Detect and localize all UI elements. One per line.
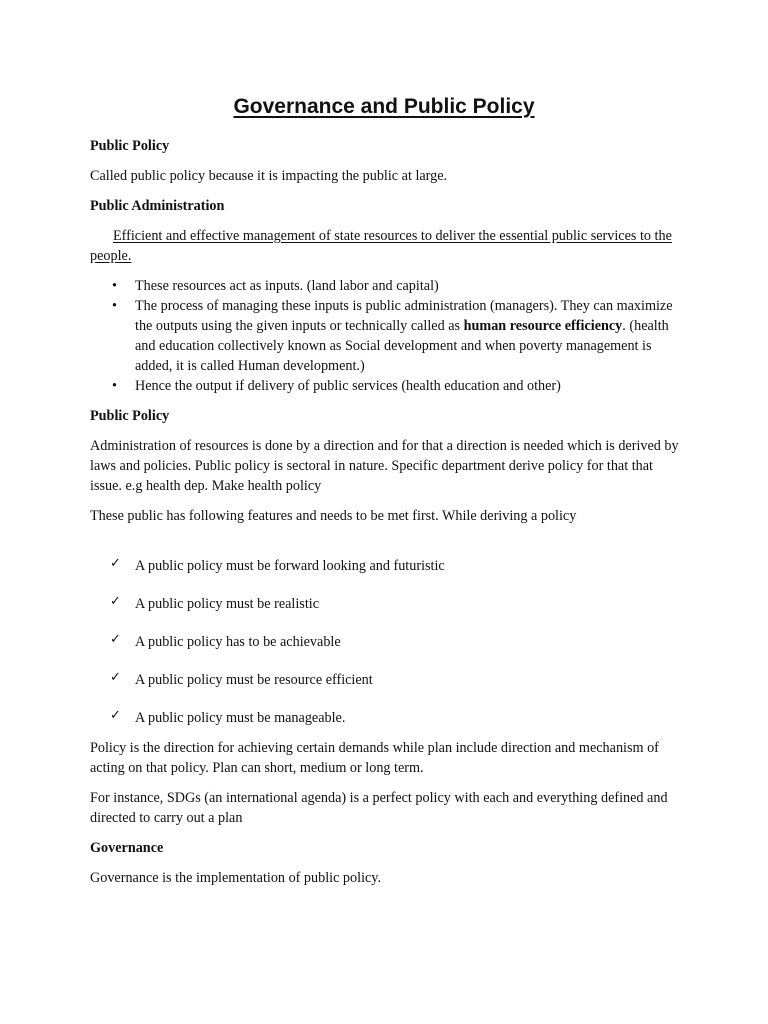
check-mark-icon: ✓ xyxy=(110,670,121,685)
list-item xyxy=(90,376,685,396)
paragraph-features-intro: These public has following features and needs to be met first. While deriving a policy xyxy=(90,508,577,524)
check-mark-icon: ✓ xyxy=(110,594,121,609)
paragraph-governance-definition: Governance is the implementation of public policy. xyxy=(90,870,382,886)
bullet-dot-icon: • xyxy=(112,298,117,314)
section-heading-public-policy: Public Policy xyxy=(90,138,170,154)
check-mark-icon: ✓ xyxy=(110,708,121,723)
public-administration-bullet-list xyxy=(90,276,685,396)
check-mark-icon: ✓ xyxy=(110,632,121,647)
public-administration-definition: Efficient and effective management of state resources to deliver the essential public services to the people. xyxy=(90,228,672,264)
checklist-item-text: A public policy must be resource efficient xyxy=(135,672,373,688)
bullet-dot-icon: • xyxy=(112,378,117,394)
paragraph-sdgs-example: For instance, SDGs (an international agenda) is a perfect policy with each and everything defined and directed to carry out a plan xyxy=(90,790,668,826)
section-heading-public-policy-2: Public Policy xyxy=(90,408,170,424)
checklist-item xyxy=(90,632,685,652)
policy-features-checklist xyxy=(90,556,685,728)
document-title: Governance and Public Policy xyxy=(233,95,535,118)
document-body xyxy=(90,136,685,888)
list-item-text-start: The process of managing these inputs is public administration (managers). They can maximize the outputs using the given inputs or technically called as xyxy=(135,298,673,334)
section-heading-governance: Governance xyxy=(90,840,164,856)
paragraph-policy-vs-plan: Policy is the direction for achieving certain demands while plan include direction and mechanism of acting on that policy. Plan can short, medium or long term. xyxy=(90,740,659,776)
list-item xyxy=(90,276,685,296)
checklist-item xyxy=(90,594,685,614)
list-item-text: These resources act as inputs. (land labor and capital) xyxy=(135,278,439,294)
section-heading-public-administration: Public Administration xyxy=(90,198,225,214)
list-item-bold-term: human resource efficiency xyxy=(463,318,623,334)
paragraph-public-policy-intro: Called public policy because it is impacting the public at large. xyxy=(90,168,448,184)
checklist-item-text: A public policy must be realistic xyxy=(135,596,320,612)
checklist-item xyxy=(90,708,685,728)
checklist-item-text: A public policy must be forward looking and futuristic xyxy=(135,558,445,574)
spacer xyxy=(90,526,685,556)
list-item-text-end: . (health and education collectively known as Social development and when poverty management is added, it is called Human development.) xyxy=(135,318,669,374)
checklist-item xyxy=(90,556,685,576)
check-mark-icon: ✓ xyxy=(110,556,121,571)
paragraph-administration-direction: Administration of resources is done by a direction and for that a direction is needed which is derived by laws and policies. Public policy is sectoral in nature. Specific department derive policy for that that issue. e.g health dep. Make health policy xyxy=(90,438,679,494)
checklist-item-text: A public policy must be manageable. xyxy=(135,710,346,726)
list-item xyxy=(90,296,685,376)
list-item-text: Hence the output if delivery of public services (health education and other) xyxy=(135,378,561,394)
checklist-item-text: A public policy has to be achievable xyxy=(135,634,341,650)
bullet-dot-icon: • xyxy=(112,278,117,294)
checklist-item xyxy=(90,670,685,690)
